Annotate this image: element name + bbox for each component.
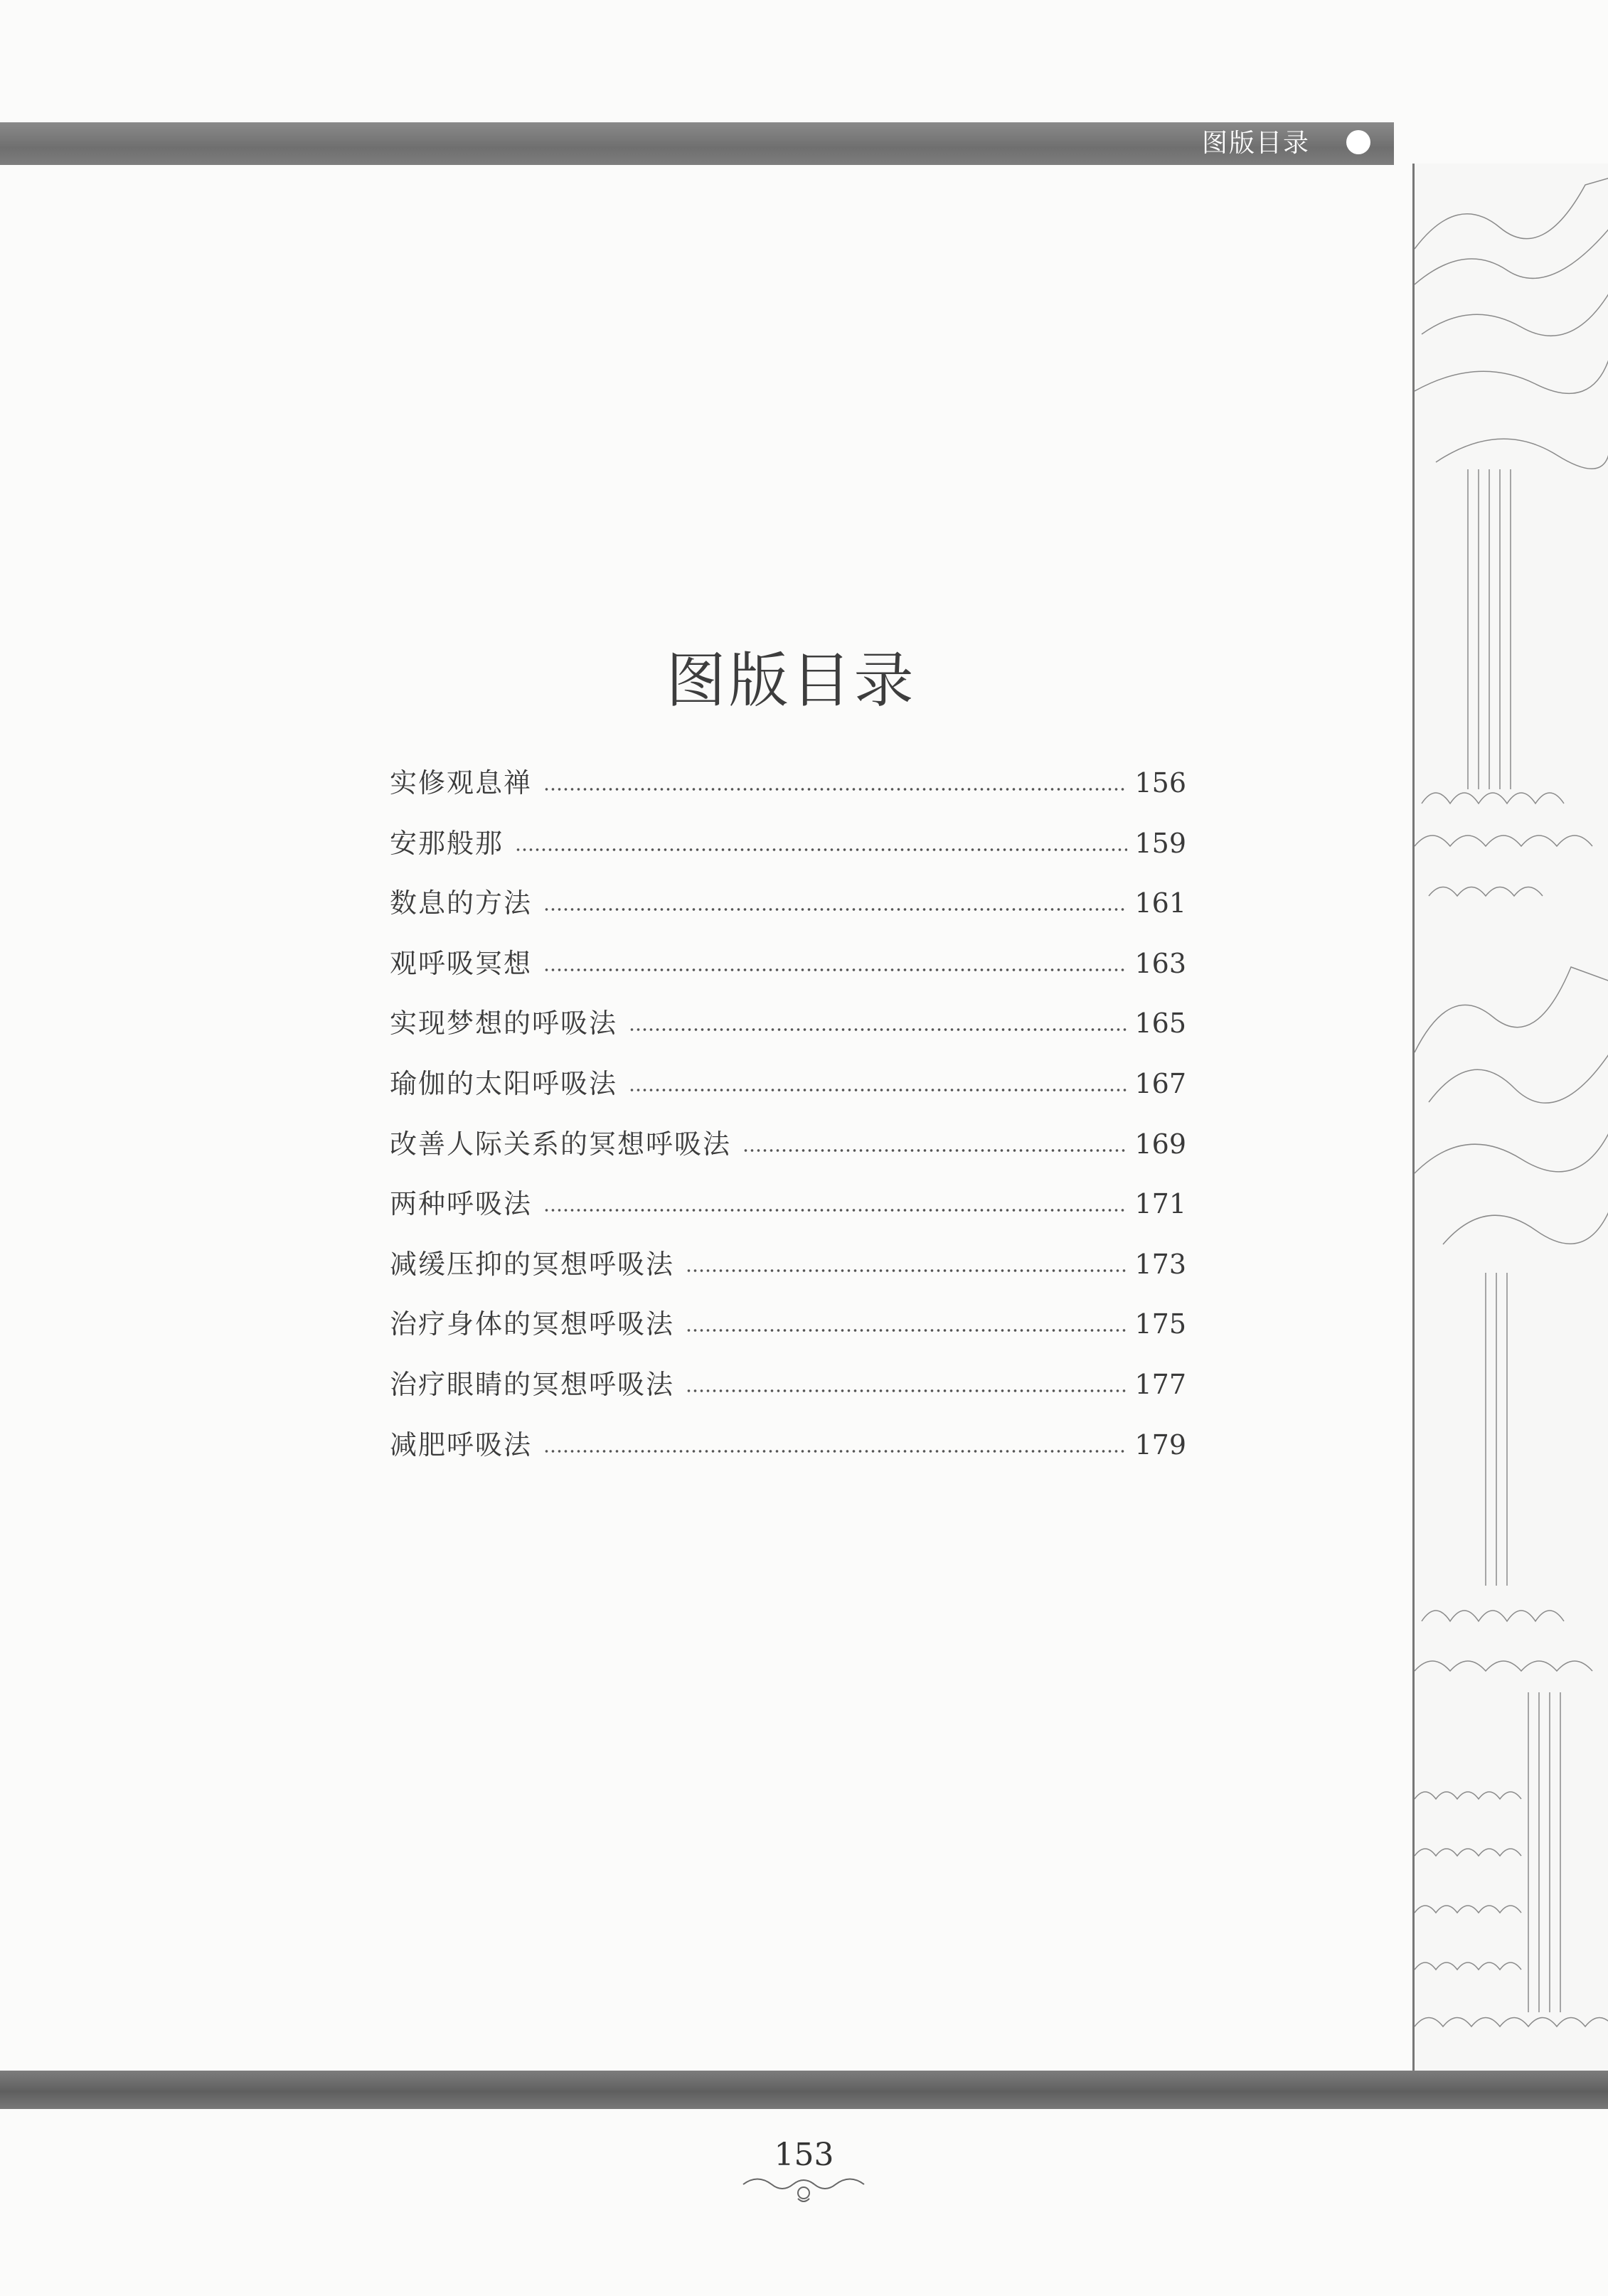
toc-entry-page: 169 [1134,1128,1186,1160]
toc-entry-title: 减肥呼吸法 [390,1429,533,1461]
toc-entry[interactable] [390,1362,1186,1423]
toc-entry-page: 177 [1134,1368,1186,1400]
toc-leader-dots [686,1268,1127,1274]
toc-entry-title: 瑜伽的太阳呼吸法 [390,1067,618,1099]
page-title: 图版目录 [666,646,917,715]
toc-leader-dots [686,1388,1127,1394]
toc-entry[interactable] [390,1182,1186,1242]
toc-entry-title: 治疗身体的冥想呼吸法 [390,1308,675,1340]
toc-entry-page: 171 [1134,1188,1186,1220]
toc-entry-page: 156 [1134,767,1186,799]
toc-entry[interactable] [390,1302,1186,1362]
toc-leader-dots [515,847,1127,853]
toc-entry-page: 163 [1134,947,1186,979]
toc-entry-title: 治疗眼睛的冥想呼吸法 [390,1368,675,1400]
toc-entry-page: 173 [1134,1248,1186,1280]
toc-entry[interactable] [390,1062,1186,1122]
toc-leader-dots [543,967,1127,973]
toc-entry-title: 改善人际关系的冥想呼吸法 [390,1128,732,1160]
toc-leader-dots [629,1087,1127,1093]
toc-entry-title: 实修观息禅 [390,767,533,799]
toc-entry-title: 减缓压抑的冥想呼吸法 [390,1248,675,1280]
toc-leader-dots [543,1207,1127,1213]
toc-entry[interactable] [390,1001,1186,1062]
header-band [0,122,1394,165]
toc-entry[interactable] [390,1423,1186,1483]
toc-entry[interactable] [390,821,1186,882]
toc-leader-dots [543,907,1127,912]
side-landscape-illustration [1412,164,1608,2079]
header-bullet-icon [1346,130,1370,154]
footer-band [0,2071,1608,2109]
toc-entry[interactable] [390,1122,1186,1182]
toc-entry[interactable] [390,1242,1186,1303]
toc-entry[interactable] [390,881,1186,941]
toc-entry[interactable] [390,941,1186,1002]
toc-leader-dots [543,786,1127,792]
toc-entry-title: 实现梦想的呼吸法 [390,1008,618,1040]
section-header-label: 图版目录 [1202,129,1311,158]
page-number: 153 [774,2137,834,2173]
toc-leader-dots [629,1027,1127,1032]
toc-entry-page: 159 [1134,827,1186,859]
toc-entry-title: 数息的方法 [390,887,533,919]
toc-entry[interactable] [390,761,1186,821]
toc-entry-title: 观呼吸冥想 [390,947,533,979]
toc-entry-page: 175 [1134,1308,1186,1340]
toc-entry-page: 167 [1134,1067,1186,1099]
toc-entry-page: 165 [1134,1008,1186,1040]
scroll-ornament-icon [740,2170,868,2206]
toc-entry-title: 安那般那 [390,827,504,859]
toc-entry-page: 179 [1134,1429,1186,1461]
toc-leader-dots [686,1328,1127,1333]
toc-entry-page: 161 [1134,887,1186,919]
toc-leader-dots [543,1448,1127,1454]
table-of-contents [390,761,1186,1483]
toc-leader-dots [742,1148,1127,1153]
toc-entry-title: 两种呼吸法 [390,1188,533,1220]
